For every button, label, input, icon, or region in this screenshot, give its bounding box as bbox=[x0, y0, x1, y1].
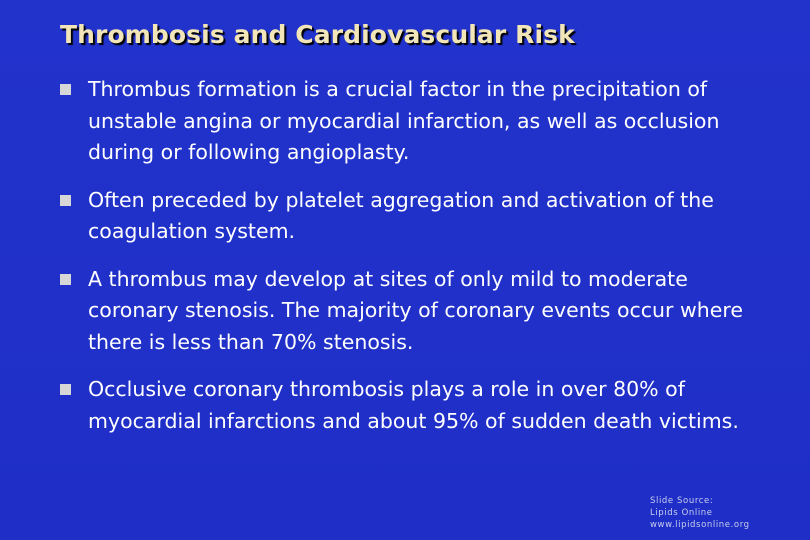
square-bullet-icon bbox=[60, 274, 71, 285]
source-name: Lipids Online bbox=[650, 508, 713, 518]
bullet-list bbox=[58, 74, 758, 453]
source-label: Slide Source: bbox=[650, 496, 714, 506]
bullet-text: Occlusive coronary thrombosis plays a role in over 80% of myocardial infarctions and about 95% of sudden death victims. bbox=[88, 377, 739, 433]
bullet-text: Thrombus formation is a crucial factor in the precipitation of unstable angina or myocardial infarction, as well as occlusion during or following angioplasty. bbox=[88, 77, 720, 164]
bullet-item bbox=[58, 74, 758, 169]
bullet-text: A thrombus may develop at sites of only mild to moderate coronary stenosis. The majority of coronary events occur where there is less than 70% stenosis. bbox=[88, 266, 743, 354]
square-bullet-icon bbox=[60, 384, 71, 395]
bullet-item bbox=[58, 264, 758, 359]
slide-source bbox=[650, 495, 750, 531]
square-bullet-icon bbox=[60, 195, 71, 206]
slide-title: Thrombosis and Cardiovascular Risk bbox=[60, 20, 575, 49]
source-url: www.lipidsonline.org bbox=[650, 520, 750, 530]
bullet-item bbox=[58, 374, 758, 437]
square-bullet-icon bbox=[60, 84, 71, 95]
bullet-text: Often preceded by platelet aggregation and activation of the coagulation system. bbox=[88, 187, 714, 243]
bullet-item bbox=[58, 185, 758, 248]
